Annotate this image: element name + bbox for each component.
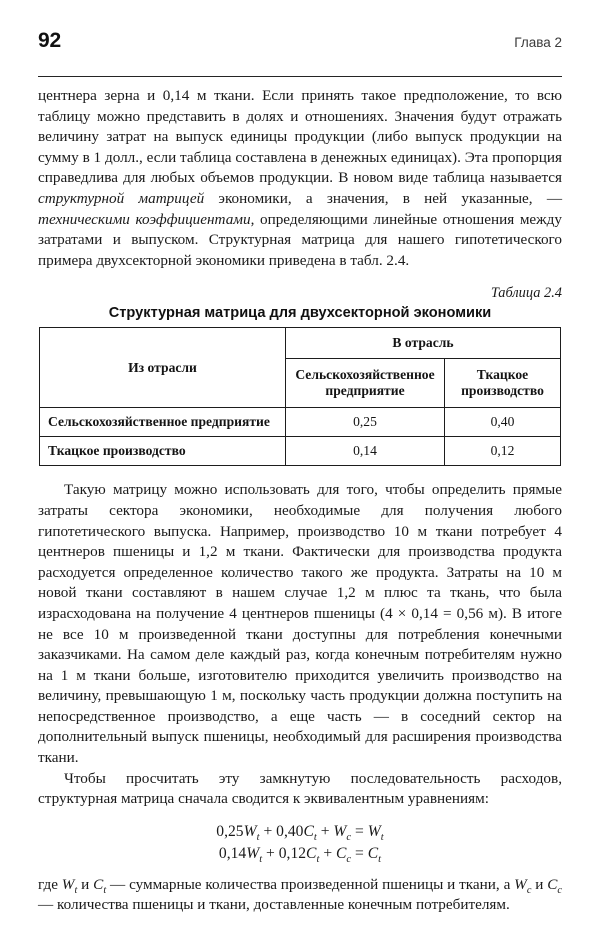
paragraph-4-segment-5: — количества пшеницы и ткани, доставленные конечным потребителям. [38,896,510,914]
emphasis-technical-coefficients: техническими коэффициентами [38,210,251,228]
emphasis-structural-matrix: структурной матрицей [38,189,205,207]
eq1-var-2-base: C [303,822,314,840]
paragraph-4-segment-3: — суммарные количества произведенной пшеницы и ткани, а [106,875,515,893]
chapter-label: Глава 2 [514,35,562,50]
table-body [39,408,560,466]
eq1-var-2 [303,822,317,843]
symbol-Ct-sub-1: t [103,884,107,896]
paragraph-1-segment-3: , определяющими линейные отношения между затратами и выпуском. Структурная матрица для нашего гипотетического примера двухсекторной экономики приведена в табл. 2.4. [38,210,562,269]
structural-matrix-table [39,327,561,466]
eq2-var-4 [367,844,382,865]
symbol-Wt-sub-1: t [74,884,78,896]
table-group-header: В отрасль [285,328,560,359]
symbol-Cc-base: C [547,875,558,893]
symbol-Wc-inline [514,875,532,896]
paragraph-4 [38,875,562,916]
eq1-coeff-2: 0,40 [276,822,304,840]
table-cell-weave-agri: 0,14 [285,437,444,466]
table-row-label-weaving: Ткацкое производство [39,437,285,466]
eq2-operator-2: + [323,844,333,862]
eq2-var-3-sub: c [346,853,352,865]
eq2-coeff-1: 0,14 [218,844,247,862]
table-block [38,285,562,466]
running-head [38,0,562,70]
eq1-var-3-sub: c [346,831,352,843]
eq2-var-3 [336,844,352,865]
table-column-header-agriculture: Сельскохозяйственное предприятие [285,359,444,408]
table-cell-agri-weave: 0,40 [444,408,560,437]
symbol-Ct-inline-1 [93,875,107,896]
eq1-var-2-sub: t [313,831,317,843]
eq1-var-4 [367,822,384,843]
eq2-var-1-sub: t [259,853,263,865]
eq2-var-2-base: C [306,844,317,862]
table-number-label: Таблица 2.4 [490,285,562,302]
paragraph-4-segment-2: и [77,875,94,893]
header-rule [38,76,562,77]
paragraph-1 [38,86,562,271]
paragraph-1-segment-1: центнера зерна и 0,14 м ткани. Если принять такое предположение, то всю таблицу можно представить в долях и отношениях. Значения будут отражать величину затрат на выпуск единицы продукции (либо выпуск продукции на сумму в 1 долл., если таблица составлена в денежных единицах). Эта пропорция справедлива для любых объемов продукции. В новом виде таблица называется [38,87,562,187]
eq2-operator-1: + [266,844,275,862]
eq2-var-2 [306,844,320,865]
table-header-row-group [39,328,560,359]
eq2-var-2-sub: t [316,853,320,865]
table-row [39,408,560,437]
table-column-header-weaving: Ткацкое производство [444,359,560,408]
table-cell-weave-weave: 0,12 [444,437,560,466]
eq1-var-4-base: W [367,822,381,840]
eq1-var-1 [243,822,260,843]
eq1-var-1-base: W [243,822,257,840]
eq2-var-4-base: C [367,844,379,862]
table-title: Структурная матрица для двухсекторной экономики [108,305,492,322]
symbol-Cc-inline [547,875,562,896]
equation-block [38,821,562,865]
symbol-Wt-inline-1 [61,875,78,896]
eq2-var-1 [246,844,263,865]
symbol-Wt-base-1: W [61,875,75,893]
equation-2 [38,843,562,865]
equation-1 [38,821,562,843]
eq2-coeff-2: 0,12 [278,844,307,862]
paragraph-4-segment-1: где [38,875,62,893]
eq1-coeff-1: 0,25 [216,822,244,840]
eq2-var-3-base: C [336,844,347,862]
eq2-var-1-base: W [246,844,260,862]
eq1-var-3 [333,822,352,843]
eq1-var-4-sub: t [380,831,384,843]
table-corner-header: Из отрасли [39,328,285,408]
eq1-operator-1: + [263,822,273,840]
symbol-Wc-sub: c [526,884,532,896]
symbol-Cc-sub: c [557,884,562,896]
table-head [39,328,560,408]
paragraph-2: Такую матрицу можно использовать для того, чтобы определить прямые затраты сектора экономики, необходимые для получения любого гипотетического выпуска. Например, производство 10 м ткани потребует 4 центнеров пшеницы и 1,2 м ткани. Фактически для производства продукта расходуется определенное количество такого же продукта. Затраты на 10 м новой ткани составляют в нашем случае 1,2 м плюс та ткань, что была израсходована на получение 4 центнеров пшеницы (4 × 0,14 = 0,56 м). В итоге не все 10 м произведенной ткани доступны для потребления конечными заказчиками. На самом деле каждый раз, когда конечным потребителям нужно на 1 м ткани больше, изготовителю приходится увеличить производство на величину, превышающую 1 м, поскольку часть продукции должна поступить на непосредственное производство, а еще часть — в соседний сектор на дополнительный выпуск пшеницы, необходимый для расширения производства ткани. [38,481,562,767]
eq2-var-4-sub: t [378,853,382,865]
symbol-Wc-base: W [514,875,527,893]
table-cell-agri-agri: 0,25 [285,408,444,437]
symbol-Ct-base-1: C [93,875,104,893]
paragraph-3: Чтобы просчитать эту замкнутую последовательность расходов, структурная матрица сначала сводится к эквивалентным уравнениям: [38,769,562,808]
page-number: 92 [38,29,61,52]
table-row-label-agriculture: Сельскохозяйственное предприятие [39,408,285,437]
paragraph-4-segment-4: и [531,875,548,893]
table-row [39,437,560,466]
paragraph-1-segment-2: экономики, а значения, в ней указанные, — [204,189,563,207]
eq1-operator-2: + [320,822,330,840]
eq1-var-1-sub: t [256,831,260,843]
eq1-equals: = [355,822,364,840]
eq1-var-3-base: W [333,822,347,840]
eq2-equals: = [355,844,364,862]
